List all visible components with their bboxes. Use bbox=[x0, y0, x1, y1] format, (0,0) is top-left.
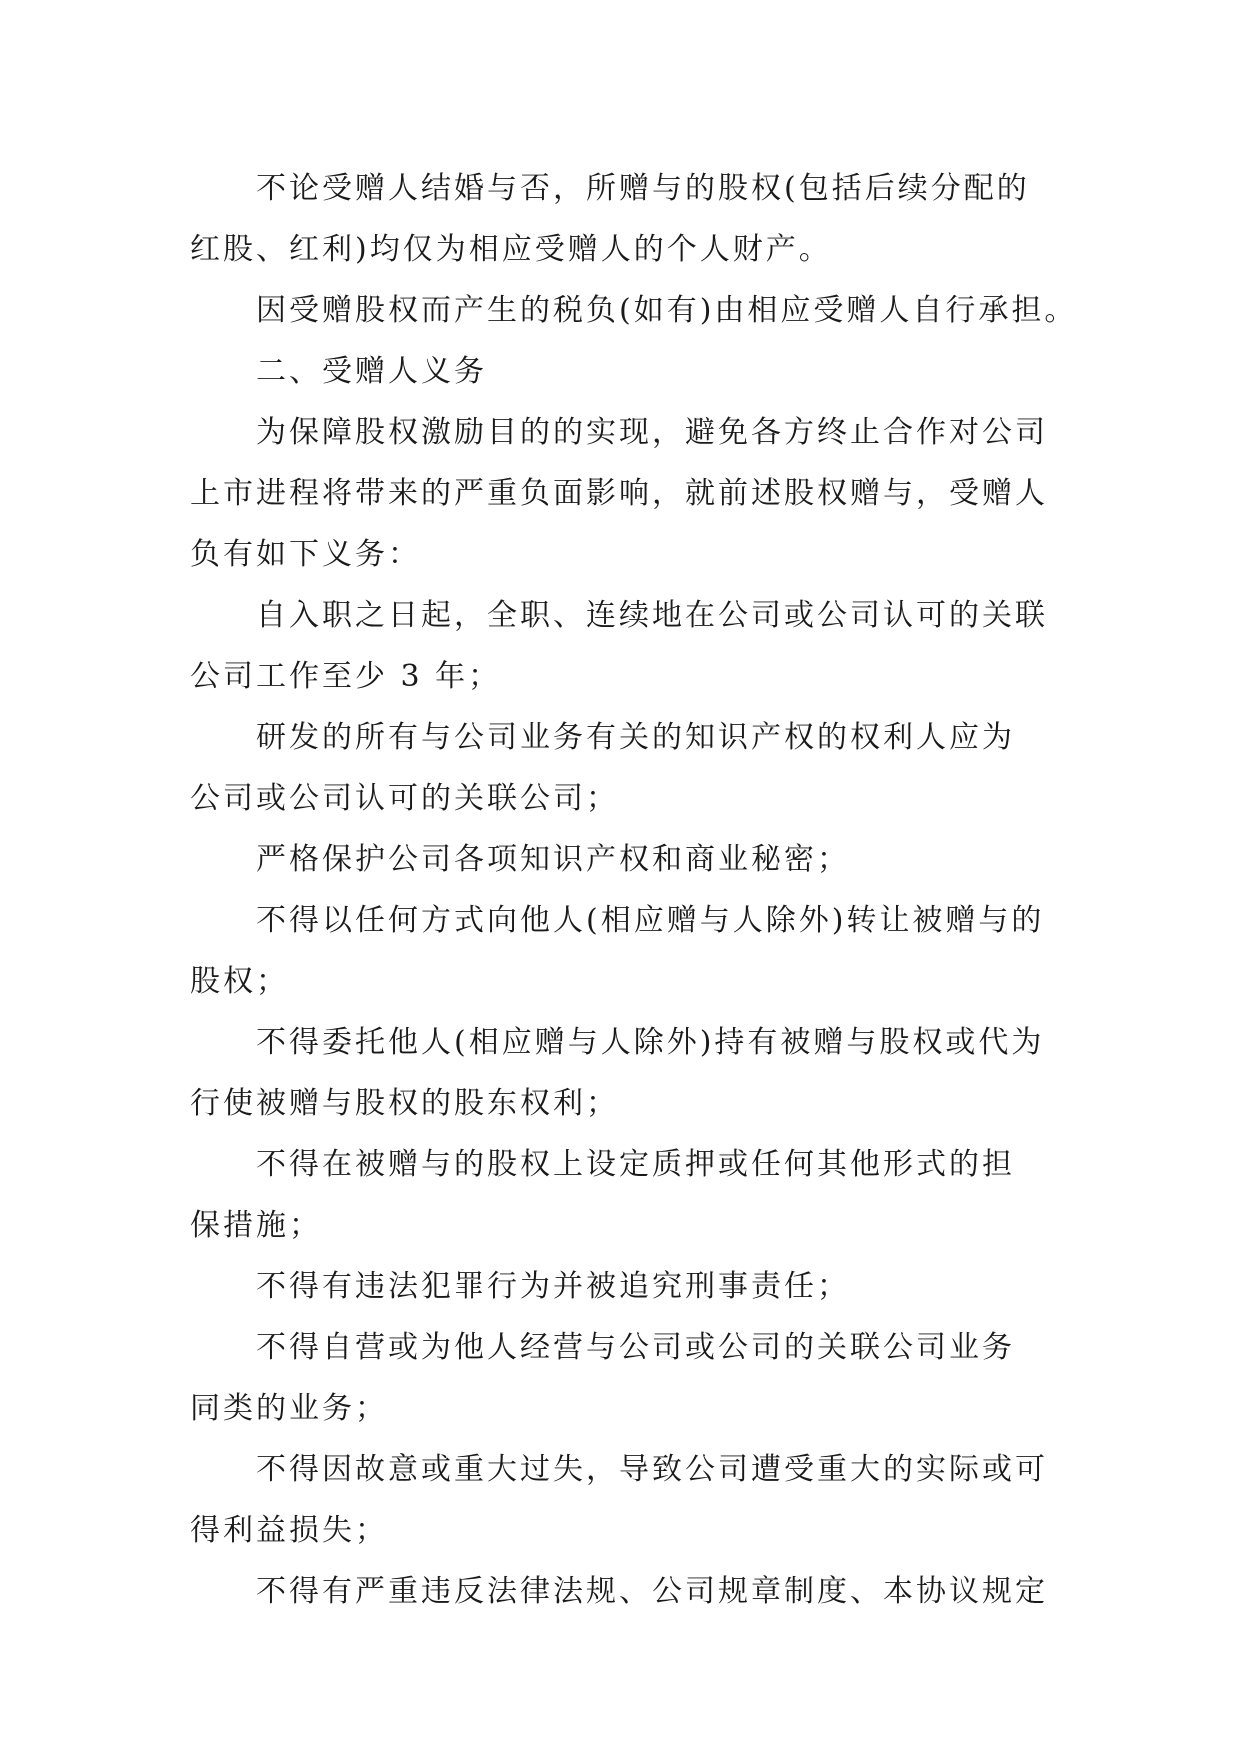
paragraph-line: 行使被赠与股权的股东权利； bbox=[190, 1086, 619, 1121]
paragraph-line: 不得以任何方式向他人(相应赠与人除外)转让被赠与的 bbox=[256, 903, 1045, 938]
paragraph-line: 得利益损失； bbox=[190, 1513, 388, 1548]
paragraph-line: 严格保护公司各项知识产权和商业秘密； bbox=[256, 842, 850, 877]
paragraph-line: 不得有违法犯罪行为并被追究刑事责任； bbox=[256, 1269, 850, 1304]
paragraph-line: 上市进程将带来的严重负面影响，就前述股权赠与，受赠人 bbox=[190, 476, 1048, 511]
paragraph-line: 因受赠股权而产生的税负(如有)由相应受赠人自行承担。 bbox=[256, 293, 1078, 328]
paragraph-line: 自入职之日起，全职、连续地在公司或公司认可的关联 bbox=[256, 598, 1048, 633]
paragraph-line: 公司或公司认可的关联公司； bbox=[190, 781, 619, 816]
paragraph-line: 不得因故意或重大过失，导致公司遭受重大的实际或可 bbox=[256, 1452, 1048, 1487]
paragraph-line: 负有如下义务： bbox=[190, 537, 421, 572]
paragraph-line: 不得自营或为他人经营与公司或公司的关联公司业务 bbox=[256, 1330, 1015, 1365]
paragraph-line: 公司工作至少 3 年； bbox=[190, 659, 502, 694]
section-heading: 二、受赠人义务 bbox=[256, 354, 487, 389]
paragraph-line: 股权； bbox=[190, 964, 289, 999]
paragraph-line: 保措施； bbox=[190, 1208, 322, 1243]
paragraph-line: 不得有严重违反法律法规、公司规章制度、本协议规定 bbox=[256, 1574, 1048, 1609]
paragraph-line: 研发的所有与公司业务有关的知识产权的权利人应为 bbox=[256, 720, 1015, 755]
paragraph-line: 不论受赠人结婚与否，所赠与的股权(包括后续分配的 bbox=[256, 171, 1030, 206]
paragraph-line: 同类的业务； bbox=[190, 1391, 388, 1426]
paragraph-line: 红股、红利)均仅为相应受赠人的个人财产。 bbox=[190, 232, 832, 267]
document-body bbox=[190, 158, 1078, 1622]
paragraph-line: 不得在被赠与的股权上设定质押或任何其他形式的担 bbox=[256, 1147, 1015, 1182]
paragraph-line: 不得委托他人(相应赠与人除外)持有被赠与股权或代为 bbox=[256, 1025, 1045, 1060]
paragraph-line: 为保障股权激励目的的实现，避免各方终止合作对公司 bbox=[256, 415, 1048, 450]
